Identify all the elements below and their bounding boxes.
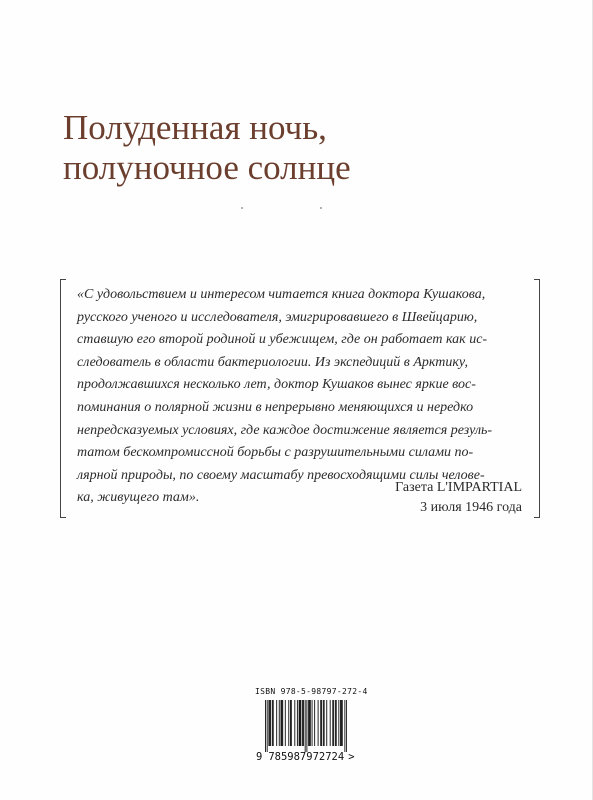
barcode-bar xyxy=(326,700,327,746)
barcode-bar xyxy=(306,700,307,752)
quote-bracket-right xyxy=(534,279,540,518)
ean-lead-digit: 9 xyxy=(256,751,263,763)
barcode-bar xyxy=(312,700,313,746)
barcode-bar xyxy=(341,700,342,746)
book-title xyxy=(63,108,543,188)
review-quote xyxy=(77,284,527,510)
barcode-bar xyxy=(288,700,289,746)
barcode-bar xyxy=(342,700,343,746)
barcode-bar xyxy=(302,700,303,746)
decorative-dot xyxy=(241,207,243,209)
barcode-bar xyxy=(338,700,339,746)
quote-line: поминания о полярной жизни в непрерывно меняющихся и нередко xyxy=(77,399,474,415)
book-title-line-2: полуночное солнце xyxy=(63,148,351,187)
barcode-bar xyxy=(310,700,311,746)
barcode-bar xyxy=(332,700,333,746)
quote-line: непредсказуемых условиях, где каждое достижение является резуль- xyxy=(77,422,493,438)
quote-attribution xyxy=(395,478,522,518)
ean-left-group: 785987 xyxy=(268,751,307,763)
barcode-bar xyxy=(308,700,309,746)
barcode-bar xyxy=(344,700,345,752)
isbn-label: ISBN 978-5-98797-272-4 xyxy=(255,687,368,696)
decorative-dot xyxy=(320,207,322,209)
barcode-bar xyxy=(268,700,269,746)
quote-line: ставшую его второй родиной и убежищем, где он работает как ис- xyxy=(77,332,488,348)
barcode-bar xyxy=(281,700,282,746)
barcode-bar xyxy=(276,700,277,746)
source-date: 3 июля 1946 года xyxy=(420,500,522,515)
barcode-bar xyxy=(324,700,325,746)
barcode-bar xyxy=(272,700,273,746)
quote-line: продолжавшихся несколько лет, доктор Кушаков вынес яркие вос- xyxy=(77,377,476,393)
barcode-bar xyxy=(340,700,341,746)
book-title-line-1: Полуденная ночь, xyxy=(63,108,327,147)
quote-line: татом бескомпромиссной борьбы с разрушительными силами по- xyxy=(77,445,474,461)
quote-line: русского ученого и исследователя, эмигрировавшего в Швейцарию, xyxy=(77,309,478,325)
barcode-bar xyxy=(291,700,292,746)
barcode-bar xyxy=(290,700,291,746)
barcode-bar xyxy=(265,700,266,752)
quote-line: следователь в области бактериологии. Из экспедиций в Арктику, xyxy=(77,354,468,370)
ean-right-group: 972724 xyxy=(306,751,345,763)
barcode-bar xyxy=(330,700,331,746)
barcode-bar xyxy=(323,700,324,746)
barcode-bar xyxy=(269,700,270,746)
quote-line: лярной природы, по своему масштабу превосходящими силы челове- xyxy=(77,467,485,483)
barcode-bar xyxy=(336,700,337,746)
barcode-bar xyxy=(300,700,301,746)
barcode-bar xyxy=(305,700,306,752)
barcode-bar xyxy=(320,700,321,746)
barcode-bar xyxy=(309,700,310,746)
quote-bracket-left xyxy=(60,279,66,518)
barcode-bar xyxy=(321,700,322,746)
barcode-bar xyxy=(285,700,286,746)
barcode-bar xyxy=(318,700,319,746)
quote-line: ка, живущего там». xyxy=(77,490,200,506)
barcode xyxy=(265,700,347,752)
barcode-bar xyxy=(273,700,274,746)
quote-line: «С удовольствием и интересом читается книга доктора Кушакова, xyxy=(77,287,486,302)
barcode-bar xyxy=(297,700,298,746)
barcode-bar xyxy=(333,700,334,746)
barcode-bar xyxy=(335,700,336,746)
barcode-bar xyxy=(299,700,300,746)
barcode-bar xyxy=(281,700,282,746)
barcode-bar xyxy=(303,700,304,746)
ean-arrow: > xyxy=(348,751,355,763)
barcode-bar xyxy=(294,700,295,746)
ean-digits xyxy=(256,751,355,763)
barcode-bar xyxy=(282,700,283,746)
barcode-bar xyxy=(314,700,315,746)
barcode-bar xyxy=(267,700,268,752)
barcode-bar xyxy=(300,700,301,746)
source-newspaper: Газета L'IMPARTIAL xyxy=(395,480,522,495)
barcode-bar xyxy=(346,700,347,752)
barcode-bar xyxy=(270,700,271,746)
barcode-bar xyxy=(279,700,280,746)
